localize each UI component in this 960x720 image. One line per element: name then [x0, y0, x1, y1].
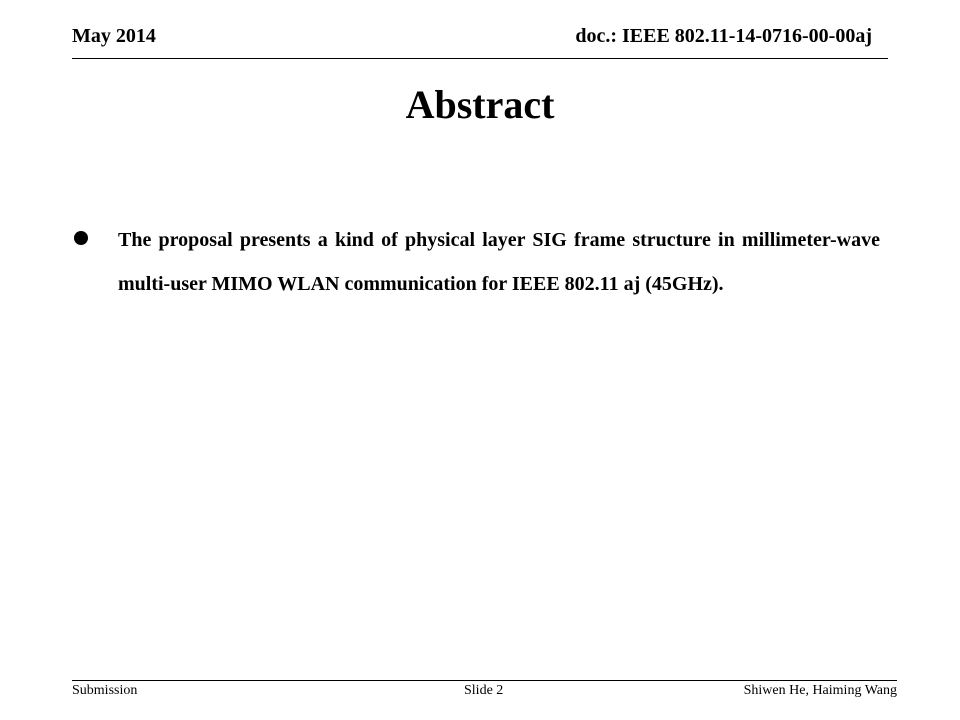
- bullet-list: [118, 218, 880, 306]
- bullet-text: The proposal presents a kind of physical layer SIG frame structure in millimeter-wave multi-user MIMO WLAN communication for IEEE 802.11 aj (45GHz).: [118, 229, 880, 295]
- footer-submission: Submission: [72, 683, 138, 698]
- bullet-item: [118, 218, 880, 306]
- footer-slide-number: Slide 2: [464, 683, 504, 698]
- header-date: May 2014: [72, 25, 156, 47]
- header-doc-id: doc.: IEEE 802.11-14-0716-00-00aj: [575, 25, 872, 47]
- bullet-dot-icon: [74, 231, 88, 245]
- header-divider: [72, 58, 888, 59]
- footer-authors: Shiwen He, Haiming Wang: [743, 683, 897, 698]
- slide-title: Abstract: [405, 82, 555, 127]
- footer-divider: [72, 680, 897, 681]
